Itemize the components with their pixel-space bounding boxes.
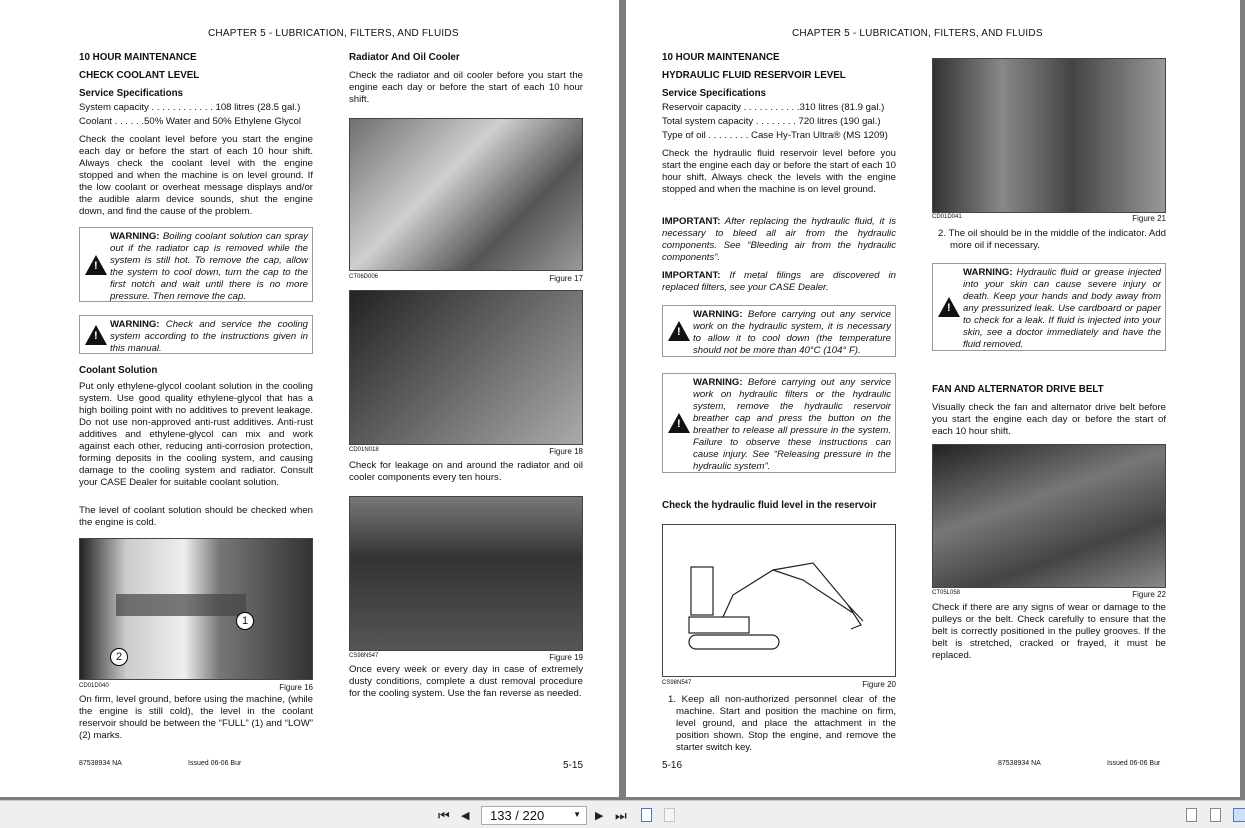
warning-icon	[938, 297, 960, 317]
pdf-page-left	[0, 0, 619, 797]
warning-box	[662, 373, 896, 473]
warning-box	[662, 305, 896, 357]
important-text: If metal filings are discovered in replaced filters, see your CASE Dealer.	[662, 270, 896, 293]
footer-issued: Issued 06-06 Bur	[1107, 760, 1161, 767]
two-page-view-icon[interactable]	[1233, 808, 1245, 822]
spec-heading: Service Specifications	[662, 88, 767, 99]
warning-label: WARNING:	[110, 231, 160, 242]
figure-code: CD01D041	[932, 214, 962, 220]
subheading: Coolant Solution	[79, 365, 158, 376]
step-2: 2. The oil should be in the middle of the indicator. Add more oil if necessary.	[938, 228, 1166, 251]
figure-caption	[932, 590, 1166, 599]
warning-icon	[85, 255, 107, 275]
single-page-view-icon[interactable]	[1186, 808, 1197, 822]
spec: Reservoir capacity . . . . . . . . . . .310 litres (81.9 gal.)	[662, 102, 885, 113]
figure-label: Figure 17	[549, 274, 583, 283]
important-note	[662, 216, 896, 264]
footer-code: 87538934 NA	[998, 760, 1041, 767]
warning-text: Before carrying out any service work on hydraulic filters or the hydraulic system, remove the hydraulic reservoir breather cap and press the button on the breather to release all pressure in the system. Failure to observe these instructions can cause injury. See “Releasing pressure in the hydraulic system”.	[693, 377, 891, 472]
figure-label: Figure 20	[862, 680, 896, 689]
figure-code: CD01N018	[349, 447, 379, 453]
spec: System capacity . . . . . . . . . . . . 108 litres (28.5 gal.)	[79, 102, 301, 113]
figure-caption	[932, 214, 1166, 223]
figure-16-image	[79, 538, 313, 680]
title: CHECK COOLANT LEVEL	[79, 70, 200, 81]
paragraph: Put only ethylene-glycol coolant solution in the cooling system. Use good quality ethylene-glycol that has a high boiling point with no additives to prevent leakage. Do not use non-approved anti-rust additives. Anti-rust additives and ethylene-glycol can mix and work against each other, reducing anti-corrosion protection, forming deposits in the cooling system, and causing damage to the cooling system and radiator. Consult your CASE Dealer for suitable coolant solution.	[79, 381, 313, 488]
last-page-button[interactable]: ⏭	[615, 808, 627, 823]
figure-code: CT06D006	[349, 274, 379, 280]
warning-icon	[668, 321, 690, 341]
paragraph: Check the coolant level before you start the engine each day or before the start of each 10 hour shift. Always check the coolant level with the engine stopped and when the machine is on level ground. If the low coolant or overheat message displays and/or the audible alarm device sounds, shut the engine down, and find the cause of the problem.	[79, 134, 313, 217]
chapter-header: CHAPTER 5 - LUBRICATION, FILTERS, AND FLUIDS	[792, 28, 1043, 39]
warning-label: WARNING:	[110, 319, 160, 330]
figure-label: Figure 22	[1132, 590, 1166, 599]
figure-label: Figure 18	[549, 447, 583, 456]
paragraph: Visually check the fan and alternator drive belt before you start the engine each day or before the start of each 10 hour shift.	[932, 402, 1166, 437]
figure-caption	[349, 274, 583, 283]
warning-icon	[668, 413, 690, 433]
step-1: 1. Keep all non-authorized personnel clear of the machine. Start and position the machine on firm, level ground, and place the attachment in the position shown. Stop the engine, and remove the starter switch key.	[668, 694, 896, 753]
excavator-drawing	[663, 525, 895, 676]
figure-21-image	[932, 58, 1166, 213]
subheading: FAN AND ALTERNATOR DRIVE BELT	[932, 384, 1104, 395]
pdf-navigation-toolbar	[0, 800, 1245, 828]
first-page-button[interactable]: ⏮	[438, 808, 450, 823]
warning-label: WARNING:	[693, 377, 743, 388]
paragraph: Check the radiator and oil cooler before you start the engine each day or before the start of each 10 hour shift.	[349, 70, 583, 105]
paragraph: Check for leakage on and around the radiator and oil cooler components every ten hours.	[349, 460, 583, 483]
pdf-page-right	[626, 0, 1240, 797]
figure-label: Figure 19	[549, 653, 583, 662]
warning-box	[932, 263, 1166, 351]
figure-code: CS98N547	[349, 653, 379, 659]
figure-18-image	[349, 290, 583, 445]
page-number-field[interactable]	[481, 806, 587, 825]
callout-1: 1	[236, 612, 254, 630]
spec: Total system capacity . . . . . . . . 720 litres (190 gal.)	[662, 116, 881, 127]
footer-code: 87538934 NA	[79, 760, 122, 767]
figure-19-image	[349, 496, 583, 651]
warning-label: WARNING:	[693, 309, 743, 320]
figure-code: CD01D040	[79, 683, 109, 689]
footer-issued: Issued 06-06 Bur	[188, 760, 242, 767]
figure-caption	[662, 680, 896, 689]
figure-22-image	[932, 444, 1166, 588]
important-note	[662, 270, 896, 294]
spec: Coolant . . . . . .50% Water and 50% Ethylene Glycol	[79, 116, 302, 127]
important-label: IMPORTANT:	[662, 270, 721, 281]
figure-label: Figure 21	[1132, 214, 1166, 223]
important-text: After replacing the hydraulic fluid, it is necessary to bleed all air from the hydraulic components. See “Bleeding air from the hydraulic components”.	[662, 216, 896, 263]
section-heading: 10 HOUR MAINTENANCE	[662, 52, 780, 63]
warning-text: Check and service the cooling system according to the instructions given in this manual.	[110, 319, 308, 354]
paragraph: The level of coolant solution should be checked when the engine is cold.	[79, 505, 313, 528]
figure-caption	[79, 683, 313, 692]
spec: Type of oil . . . . . . . . Case Hy-Tran Ultra® (MS 1209)	[662, 130, 888, 141]
warning-text: Before carrying out any service work on the hydraulic system, it is necessary to allow it to cool down (the temperature should not be more than 40°C (104° F).	[693, 309, 891, 356]
page-number-value: 133 / 220	[490, 808, 545, 823]
chevron-down-icon[interactable]: ▼	[573, 810, 581, 819]
insert-page-icon[interactable]	[641, 808, 652, 822]
paragraph: On firm, level ground, before using the machine, (while the engine is still cold), the level in the coolant reservoir should be between the “FULL” (1) and “LOW” (2) marks.	[79, 694, 313, 741]
warning-icon	[85, 325, 107, 345]
paragraph: Check the hydraulic fluid reservoir level before you start the engine each day or before the start of each 10 hour shift. Always check the levels with the engine stopped and when the machine is on level ground.	[662, 148, 896, 195]
spec-heading: Service Specifications	[79, 88, 184, 99]
figure-code: CS98N547	[662, 680, 692, 686]
remove-page-icon[interactable]	[664, 808, 675, 822]
figure-code: CT05L058	[932, 590, 961, 596]
section-heading: 10 HOUR MAINTENANCE	[79, 52, 197, 63]
figure-17-image	[349, 118, 583, 271]
figure-label: Figure 16	[279, 683, 313, 692]
title: HYDRAULIC FLUID RESERVOIR LEVEL	[662, 70, 846, 81]
warning-text: Hydraulic fluid or grease injected into your skin can cause severe injury or death. Keep your hands and body away from any pressurized leak. Use cardboard or paper to check for a leak. If fluid is injected into your skin, see a doctor immediately and have the fluid removed.	[963, 267, 1161, 350]
warning-label: WARNING:	[963, 267, 1013, 278]
callout-2: 2	[110, 648, 128, 666]
figure-20-excavator-diagram	[662, 524, 896, 677]
continuous-view-icon[interactable]	[1210, 808, 1221, 822]
warning-box	[79, 227, 313, 302]
page-number: 5-15	[563, 760, 584, 771]
paragraph: Once every week or every day in case of extremely dusty conditions, complete a dust removal procedure for the cooling system. Use the fan reverse as needed.	[349, 664, 583, 699]
warning-box	[79, 315, 313, 354]
subheading: Check the hydraulic fluid level in the reservoir	[662, 500, 877, 511]
figure-caption	[349, 447, 583, 456]
subheading: Radiator And Oil Cooler	[349, 52, 460, 63]
important-label: IMPORTANT:	[662, 216, 721, 227]
next-page-button[interactable]: ▶	[595, 810, 604, 822]
chapter-header: CHAPTER 5 - LUBRICATION, FILTERS, AND FLUIDS	[208, 28, 459, 39]
previous-page-button[interactable]: ◀	[461, 810, 470, 822]
paragraph: Check if there are any signs of wear or damage to the pulleys or the belt. Check carefully to ensure that the belt is correctly positioned in the pulley grooves. If the belt is stretched, cracked or frayed, it must be replaced.	[932, 602, 1166, 661]
figure-caption	[349, 653, 583, 662]
warning-text: Boiling coolant solution can spray out if the radiator cap is removed while the system is still hot. To remove the cap, allow the system to cool down, turn the cap to the first notch and wait until there is no more pressure. Then remove the cap.	[110, 231, 308, 302]
page-number: 5-16	[662, 760, 683, 771]
